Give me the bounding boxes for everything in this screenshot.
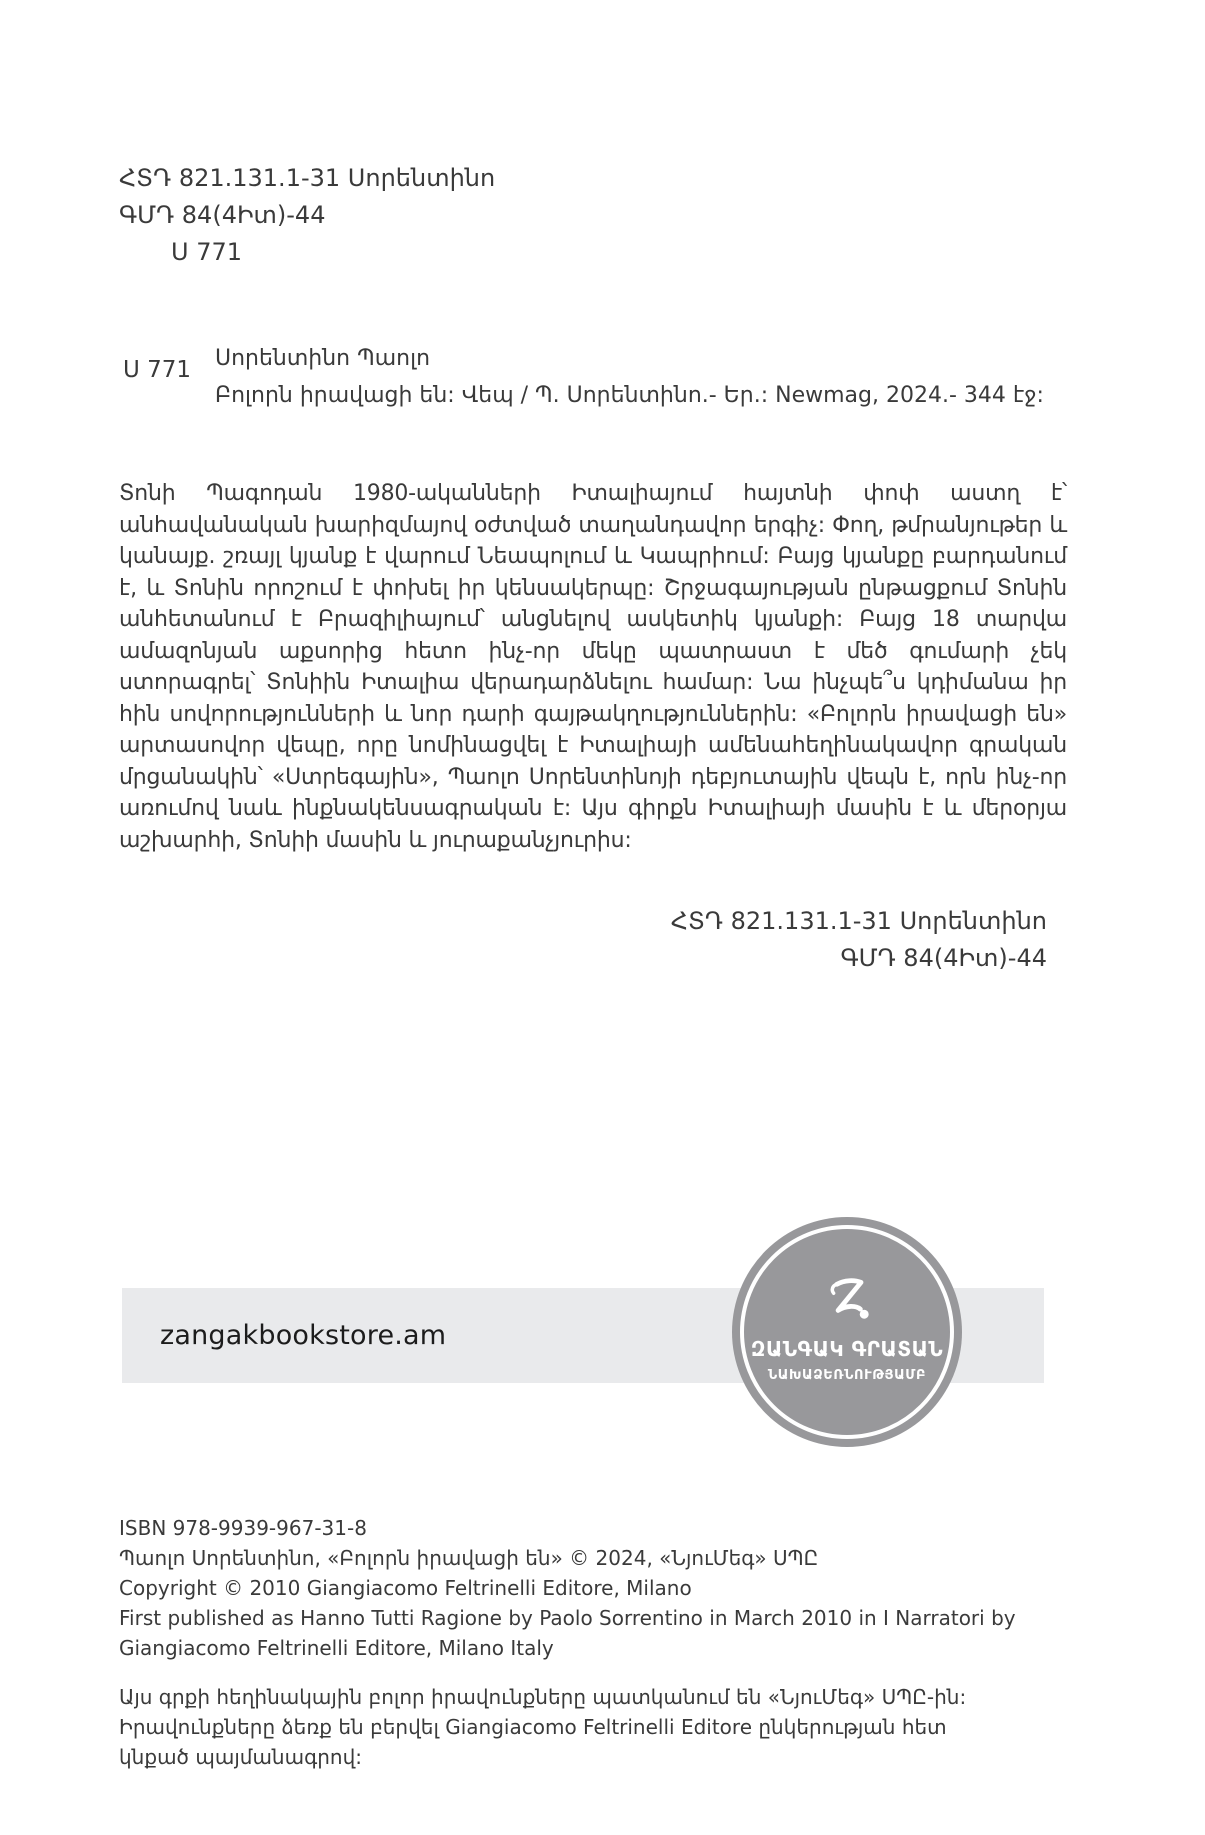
book-annotation: Տոնի Պագոդան 1980-ականների Իտալիայում հայտնի փոփ աստղ է՝ անհավանական խարիզմայով օժտված տաղանդավոր երգիչ: Փող, թմրանյութեր և կանայք. շռայլ կյանք է վարում Նեապոլում և Կապրիում: Բայց կյանքը բարդանում է, և Տոնին որոշում է փոխել իր կենսակերպը: Շրջագայության ընթացքում Տոնին անհետանում է Բրազիլիայում՝ անցնելով ասկետիկ կյանքի: Բայց 18 տարվա ամազոնյան աքսորից հետո ինչ-որ մեկը պատրաստ է մեծ գումարի չեկ ստորագրել՝ Տոնիին Իտալիա վերադարձնելու համար: Նա ինչպե՞ս կդիմանա իր հին սովորությունների և նոր դարի գայթակղություններին: «Բոլորն իրավացի են» արտասովոր վեպը, որը նոմինացվել է Իտալիայի ամենահեղինակավոր գրական մրցանակին՝ «Ստրեգային», Պաոլո Սորենտինոյի դեբյուտային վեպն է, որն ինչ-որ առումով նաև ինքնակենսագրական է: Այս գիրքն Իտալիայի մասին է և մերօրյա աշխարհի, Տոնիի մասին և յուրաքանչյուրիս: [119, 481, 1067, 853]
imprint-line: Giangiacomo Feltrinelli Editore, Milano Italy [119, 1636, 554, 1660]
zangak-badge [732, 1217, 962, 1447]
gmd-code: ԳՄԴ 84(4Իտ)-44 [119, 201, 326, 229]
htd-code: ՀՏԴ 821.131.1-31 Սորենտինո [119, 164, 496, 192]
zangak-z-monogram-icon [815, 1276, 879, 1327]
badge-subtitle: ՆԱԽԱՁԵՌՆՈՒԹՅԱՄԲ [767, 1367, 927, 1383]
imprint-block [119, 1513, 1016, 1663]
htd-code-repeat: ՀՏԴ 821.131.1-31 Սորենտինո [670, 907, 1047, 935]
imprint-line: First published as Hanno Tutti Ragione by Paolo Sorrentino in March 2010 in I Narratori by [119, 1606, 1016, 1630]
catalog-description: Բոլորն իրավացի են: Վեպ / Պ. Սորենտինո.- Եր.: Newmag, 2024.- 344 էջ: [215, 383, 1044, 408]
imprint-line: Copyright © 2010 Giangiacomo Feltrinelli Editore, Milano [119, 1576, 692, 1600]
top-classification-block [119, 160, 495, 271]
bookstore-url: zangakbookstore.am [160, 1320, 447, 1351]
rights-notice: Այս գրքի հեղինակային բոլոր իրավունքները պատկանում են «ՆյուՄեգ» ՍՊԸ-ին: Իրավունքները ձեռք են բերվել Giangiacomo Feltrinelli Editore ընկերության հետ կնքած պայմանագրով: [119, 1685, 967, 1769]
author-code: Ս 771 [171, 238, 243, 266]
catalog-entry-code: Ս 771 [123, 357, 192, 383]
imprint-line: Պաոլո Սորենտինո, «Բոլորն իրավացի են» © 2024, «ՆյուՄեգ» ՍՊԸ [119, 1546, 819, 1570]
badge-title: ԶԱՆԳԱԿ ԳՐԱՏԱՆ [750, 1336, 944, 1361]
bottom-classification-block [519, 903, 1047, 977]
catalog-author: Սորենտինո Պաոլո [215, 346, 431, 371]
catalog-entry [215, 340, 1044, 414]
gmd-code-repeat: ԳՄԴ 84(4Իտ)-44 [840, 944, 1047, 972]
isbn-line: ISBN 978-9939-967-31-8 [119, 1516, 367, 1540]
